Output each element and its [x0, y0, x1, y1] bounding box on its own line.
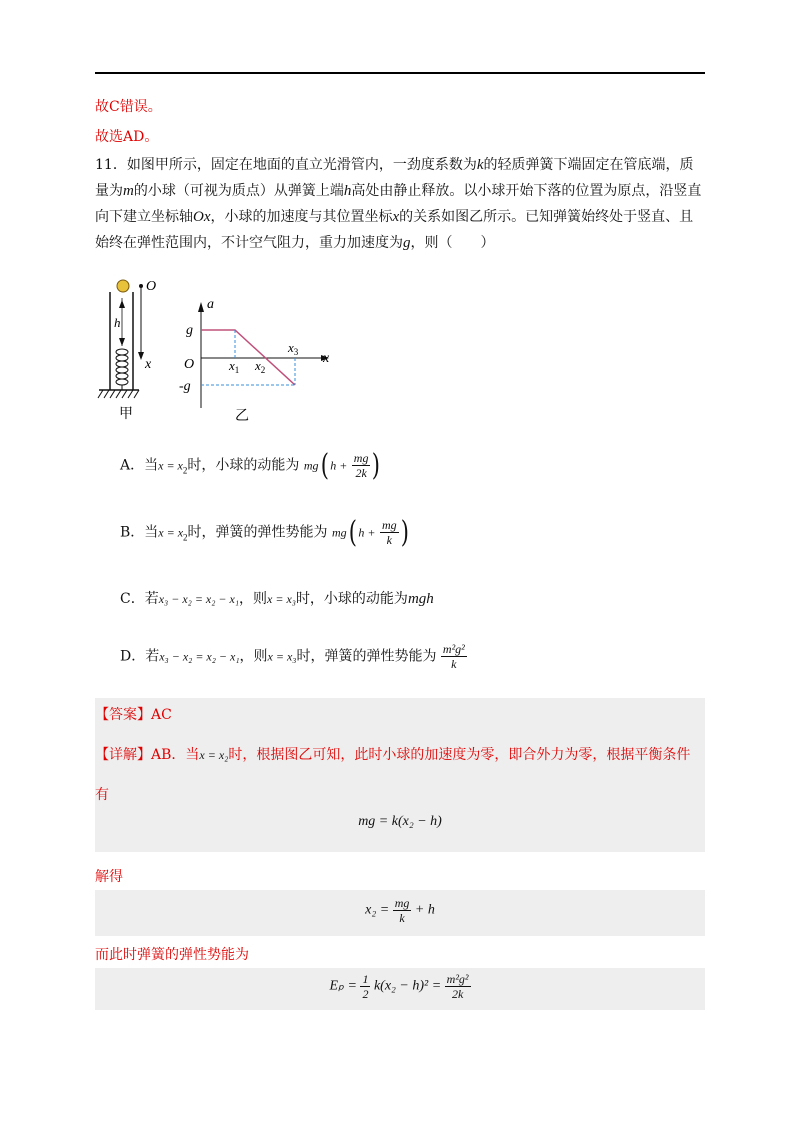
detail-line-1: 【详解】AB．当x = x₂时，根据图乙可知，此时小球的加速度为零，即合外力为零，根据平衡条件 — [95, 747, 691, 763]
jia-label-x: x — [145, 357, 152, 372]
ball-icon — [117, 280, 129, 292]
header-line-1: 故C错误。 — [95, 99, 162, 115]
top-rule — [95, 72, 705, 74]
jia-label-O: O — [146, 279, 157, 294]
yi-label-x: x — [323, 351, 330, 366]
answer-line: 【答案】AC — [95, 707, 172, 723]
yi-label-x1: $x_1$ — [229, 358, 240, 375]
yi-label-x2: $x_2$ — [255, 358, 266, 375]
question-number: 11． — [95, 157, 127, 173]
yi-label-g: g — [186, 323, 193, 338]
yi-label-neg-g: -g — [179, 379, 191, 394]
option-a: A．当$x = x_2$时，小球的动能为 mg( h + $\frac{mg}{2k}$ ) — [120, 448, 381, 483]
question-text: 11．如图甲所示，固定在地面的直立光滑管内，一劲度系数为k的轻质弹簧下端固定在管底端，质量为m的小球（可视为质点）从弹簧上端h高处由静止释放。以小球开始下落的位置为原点，沿竖直向下建立坐标轴Ox，小球的加速度与其位置坐标x的关系如图乙所示。已知弹簧始终处于竖直、且始终在弹性范围内，不计空气阻力，重力加速度为g，则（ ） — [95, 157, 702, 251]
solve-label: 解得 — [95, 869, 123, 885]
option-d: D．若x₃ − x₂ = x₂ − x₁，则x = x₃时，弹簧的弹性势能为 $\frac{\text{m²g²}}{k}$ — [120, 642, 465, 671]
spring-icon — [116, 349, 128, 390]
equation-x2: x₂ = $\frac{mg}{k}$ + h — [365, 896, 435, 925]
yi-label-a: a — [207, 297, 214, 312]
header-line-2: 故选AD。 — [95, 129, 159, 145]
figure-jia — [95, 272, 165, 432]
option-b: B．当$x = x_2$时，弹簧的弹性势能为 mg( h + $\frac{mg}{k}$ ) — [120, 515, 409, 550]
yi-caption: 乙 — [235, 409, 249, 424]
equation-balance: mg = k(x₂ − h) — [358, 814, 442, 829]
jia-caption: 甲 — [119, 407, 133, 422]
yi-label-x3: $x_3$ — [288, 340, 299, 357]
jia-label-h: h — [114, 315, 121, 330]
figure-yi — [175, 290, 345, 430]
yi-label-O: O — [184, 357, 195, 372]
energy-label: 而此时弹簧的弹性势能为 — [95, 947, 249, 963]
detail-line-2: 有 — [95, 787, 109, 803]
option-c: C．若x₃ − x₂ = x₂ − x₁，则x = x₃时，小球的动能为mgh — [120, 591, 434, 607]
equation-energy: Eₚ = $\frac{1}{2}$ k(x₂ − h)² = $\frac{\text{m²g²}}{2k}$ — [329, 972, 469, 1001]
